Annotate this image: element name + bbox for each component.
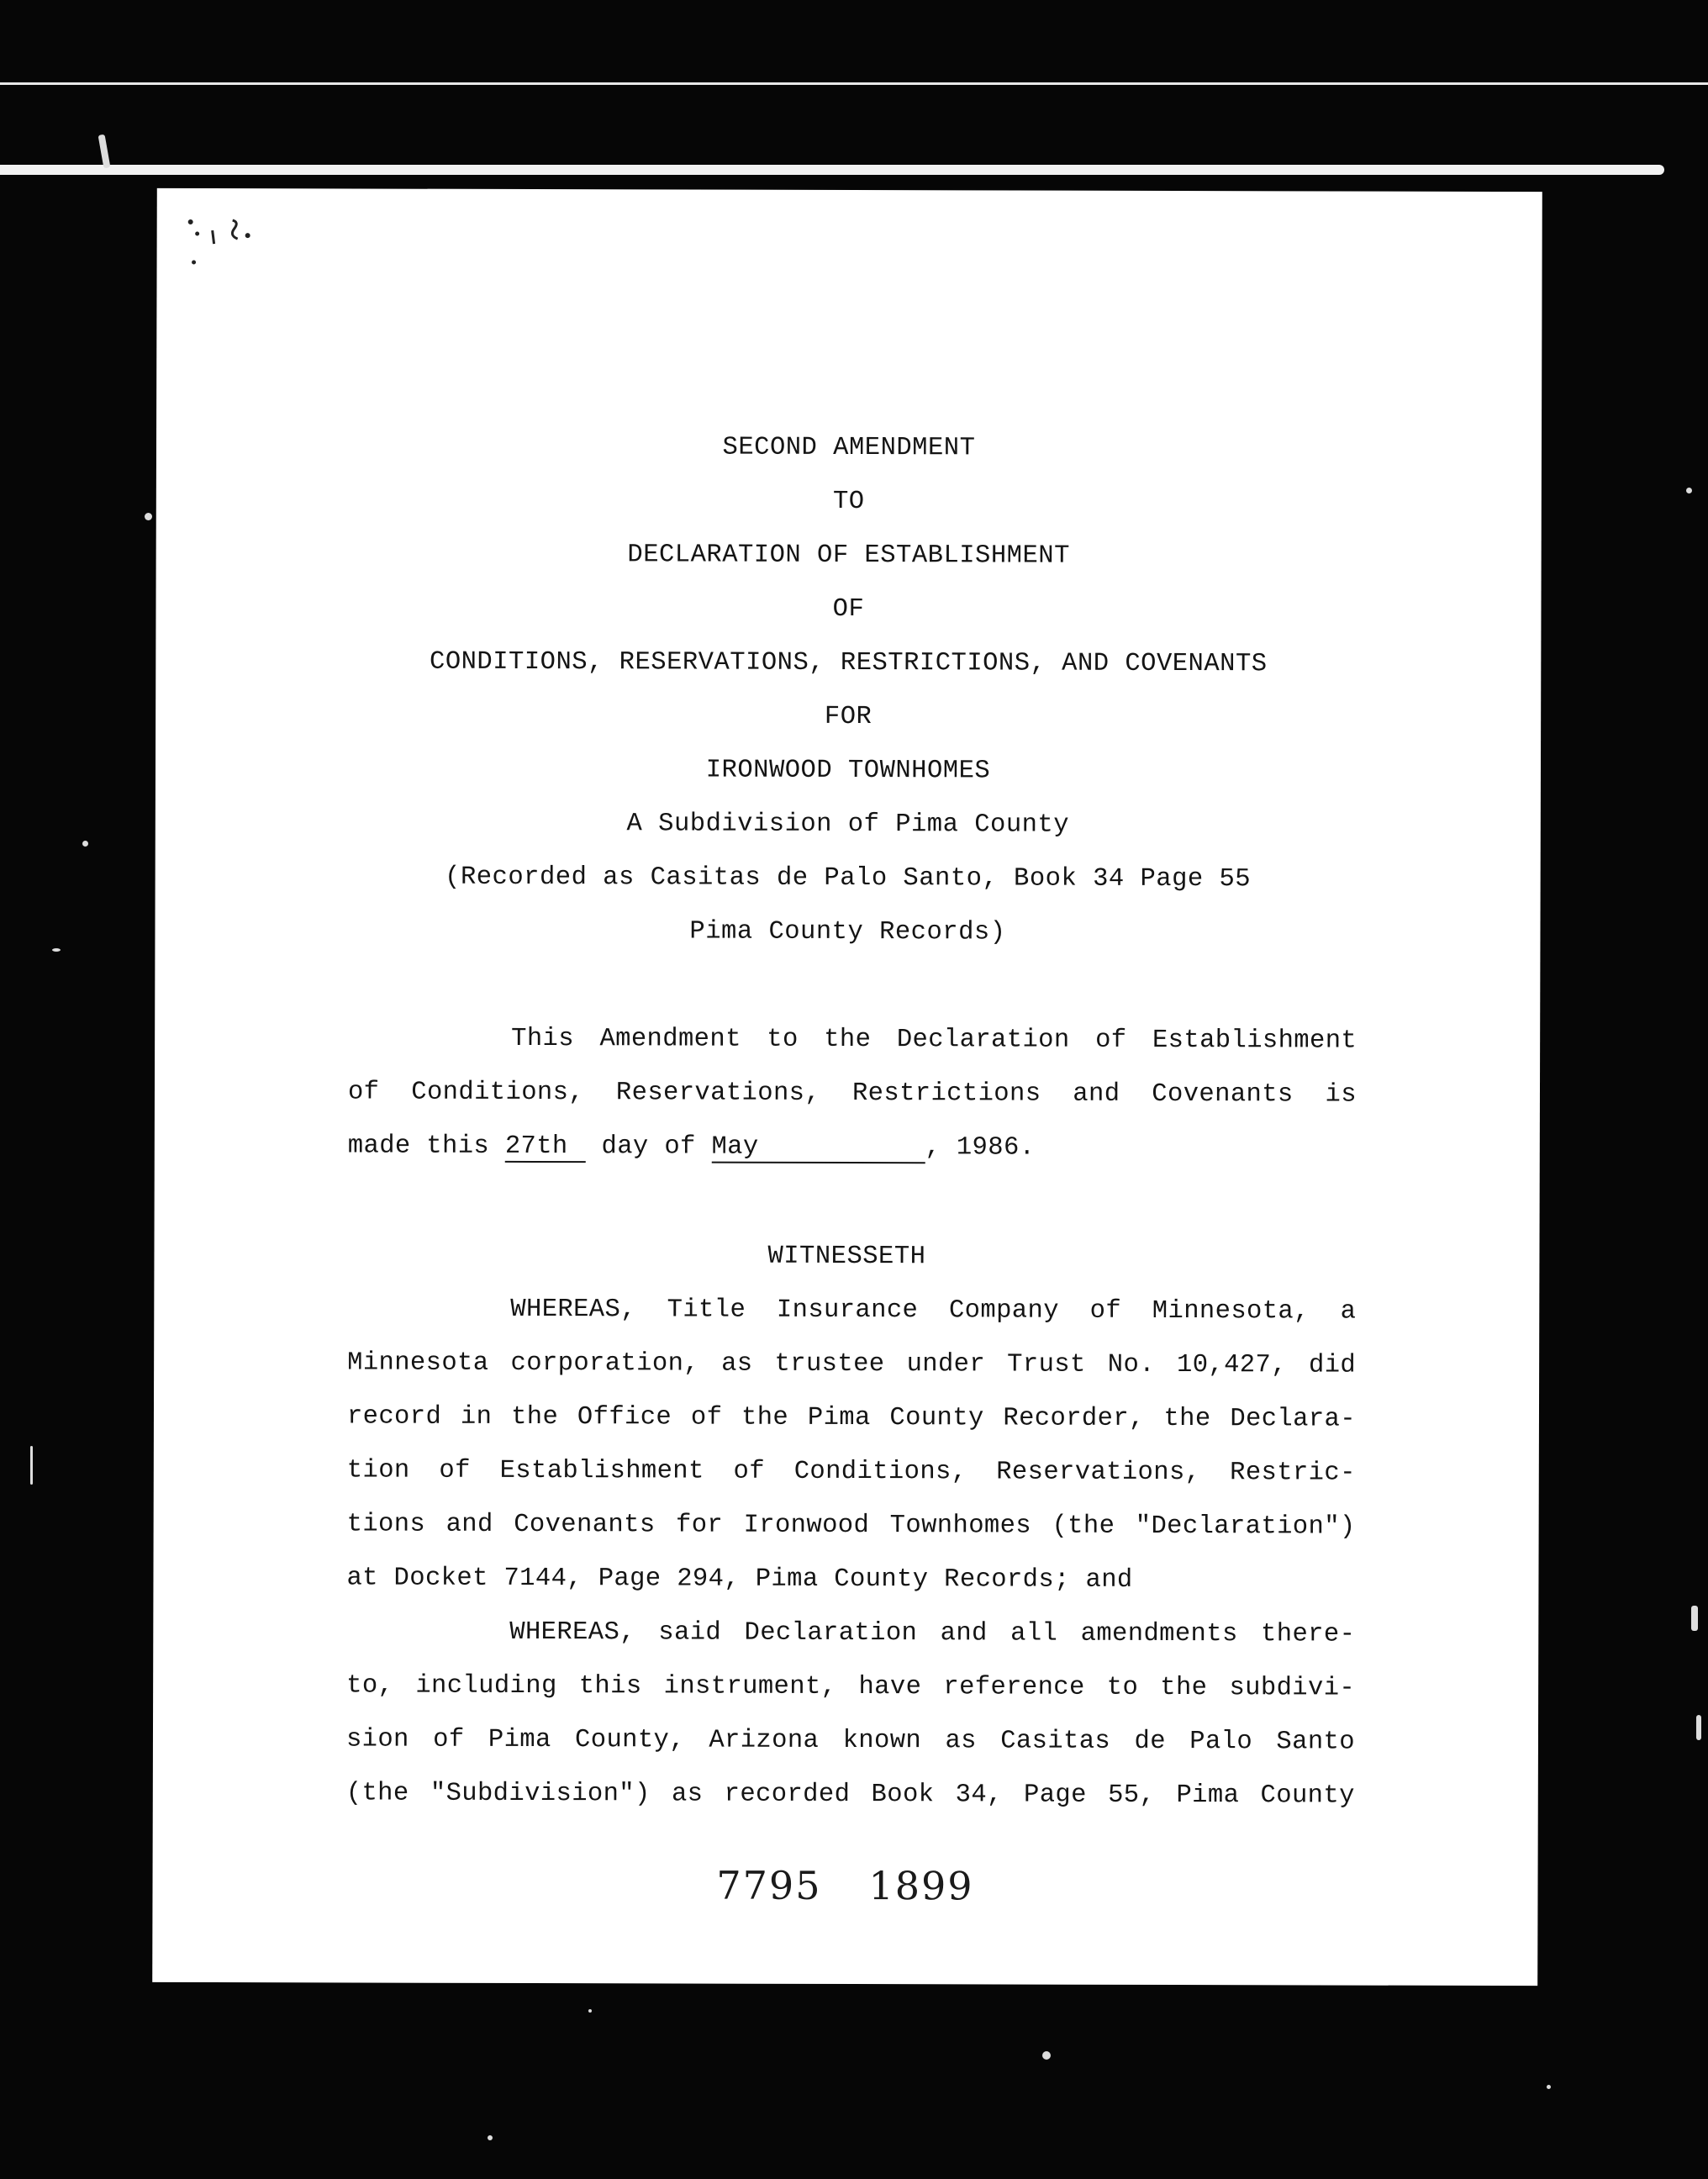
title-line: CONDITIONS, RESERVATIONS, RESTRICTIONS, AND COVENANTS — [429, 647, 1268, 679]
docket-number: 7795 — [716, 1862, 822, 1908]
scan-speck — [1042, 2051, 1051, 2060]
whereas-line: tions and Covenants for Ironwood Townhomes (the "Declaration") — [346, 1510, 1356, 1542]
title-line: SECOND AMENDMENT — [722, 433, 976, 463]
whereas-line: WHEREAS, said Declaration and all amendments there- — [509, 1617, 1356, 1649]
intro-suffix: , 1986. — [925, 1133, 1036, 1163]
scan-speck — [1696, 1715, 1701, 1740]
title-line: Pima County Records) — [689, 917, 1006, 947]
title-line: (Recorded as Casitas de Palo Santo, Book 34 Page 55 — [445, 863, 1252, 894]
title-line: OF — [832, 594, 865, 625]
scan-speck — [82, 841, 88, 847]
scan-border-line — [0, 82, 1708, 85]
title-line: A Subdivision of Pima County — [626, 810, 1070, 840]
whereas-line: (the "Subdivision") as recorded Book 34, Page 55, Pima County — [345, 1779, 1355, 1811]
intro-date-line — [348, 1132, 1357, 1164]
page-number: 1899 — [868, 1863, 974, 1909]
scan-speck — [98, 135, 111, 169]
scan-speck — [52, 948, 61, 952]
scan-speck — [1691, 1606, 1698, 1631]
witnesseth-heading: WITNESSETH — [767, 1242, 926, 1272]
intro-prefix: made this — [347, 1132, 490, 1161]
whereas-line: sion of Pima County, Arizona known as Casitas de Palo Santo — [345, 1725, 1356, 1757]
scan-speck — [1547, 2085, 1551, 2089]
title-line: IRONWOOD TOWNHOMES — [705, 756, 991, 786]
whereas-line: WHEREAS, Title Insurance Company of Minnesota, a — [510, 1295, 1357, 1327]
intro-line: of Conditions, Reservations, Restrictions and Covenants is — [347, 1078, 1357, 1110]
day-field: 27th — [505, 1132, 586, 1163]
scan-speck — [488, 2135, 493, 2140]
scan-speck — [30, 1446, 33, 1485]
title-line: TO — [832, 487, 865, 517]
scan-speck — [588, 2009, 592, 2013]
whereas-line: to, including this instrument, have reference to the subdivi- — [346, 1671, 1356, 1703]
whereas-line: record in the Office of the Pima County Recorder, the Declara- — [346, 1402, 1357, 1434]
scan-speck — [145, 513, 152, 520]
whereas-line: at Docket 7144, Page 294, Pima County Records; and — [346, 1564, 1133, 1595]
whereas-line: tion of Establishment of Conditions, Reservations, Restric- — [346, 1456, 1356, 1488]
scan-border-bar — [0, 165, 1664, 175]
scan-speck — [1686, 488, 1692, 493]
document-body — [152, 188, 1542, 1986]
title-line: FOR — [824, 702, 872, 732]
intro-line: This Amendment to the Declaration of Establishment — [511, 1024, 1357, 1056]
whereas-line: Minnesota corporation, as trustee under Trust No. 10,427, did — [347, 1348, 1357, 1380]
title-line: DECLARATION OF ESTABLISHMENT — [627, 541, 1070, 571]
intro-mid: day of — [601, 1132, 696, 1162]
month-field: May — [711, 1133, 925, 1164]
document-page — [152, 188, 1542, 1986]
docket-page-stamp — [152, 1861, 1537, 1910]
